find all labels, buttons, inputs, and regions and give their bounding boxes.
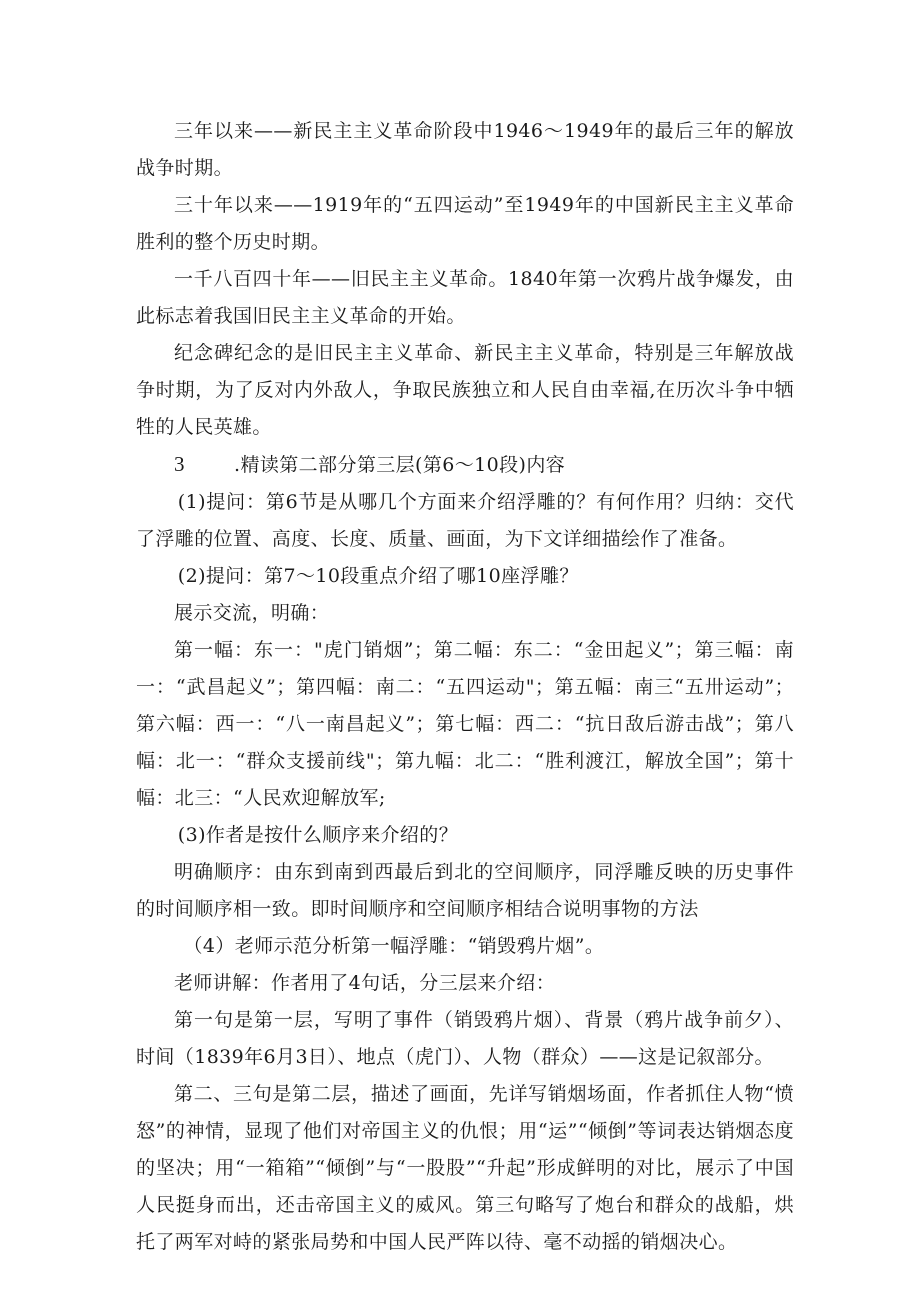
paragraph-thirty-years: 三十年以来——1919年的“五四运动”至1949年的中国新民主主义革命胜利的整个历史时期。 xyxy=(136,194,794,253)
question-3: (3)作者是按什么顺序来介绍的？ xyxy=(177,824,459,846)
section-3-heading xyxy=(136,446,794,484)
layer-1-text: 第一句是第一层，写明了事件（销毁鸦片烟）、背景（鸦片战争前夕）、时间（1839年6月3日）、地点（虎门）、人物（群众）——这是记叙部分。 xyxy=(136,1009,794,1068)
question-4: （4）老师示范分析第一幅浮雕：“销毁鸦片烟”。 xyxy=(183,935,605,957)
order-answer: 明确顺序：由东到南到西最后到北的空间顺序，同浮雕反映的历史事件的时间顺序相一致。即时间顺序和空间顺序相结合说明事物的方法 xyxy=(136,861,794,920)
document-body xyxy=(136,113,794,1261)
layer-2-text: 第二、三句是第二层，描述了画面，先详写销烟场面，作者抓住人物“愤怒”的神情，显现了他们对帝国主义的仇恨；用“运”“倾倒”等词表达销烟态度的坚决；用“一箱箱”“倾倒”与“一股股”“升起”形成鲜明的对比，展示了中国人民挺身而出，还击帝国主义的威风。第三句略写了炮台和群众的战船，烘托了两军对峙的紧张局势和中国人民严阵以待、毫不动摇的销烟决心。 xyxy=(136,1083,794,1253)
section-3-number: 3 xyxy=(174,452,185,476)
question-1: (1)提问：第6节是从哪几个方面来介绍浮雕的？有何作用？归纳：交代了浮雕的位置、高度、长度、质量、画面，为下文详细描绘作了准备。 xyxy=(136,491,794,550)
relief-list: 第一幅：东一："虎门销烟”；第二幅：东二：“金田起义”；第三幅：南一：“武昌起义”；第四幅：南二：“五四运动"；第五幅：南三“五卅运动”；第六幅：西一：“八一南昌起义”；第七幅：西二：“抗日敌后游击战”；第八幅：北一：“群众支援前线"；第九幅：北二：“胜利渡江，解放全国”；第十幅：北三：“人民欢迎解放军; xyxy=(136,639,794,809)
paragraph-three-years: 三年以来——新民主主义革命阶段中1946～1949年的最后三年的解放战争时期。 xyxy=(136,120,794,179)
teacher-explain: 老师讲解：作者用了4句话，分三层来介绍： xyxy=(174,972,556,994)
paragraph-monument-meaning: 纪念碑纪念的是旧民主主义革命、新民主主义革命，特别是三年解放战争时期，为了反对内外敌人，争取民族独立和人民自由幸福,在历次斗争中牺牲的人民英雄。 xyxy=(136,342,794,438)
section-3-title: .精读第二部分第三层(第6～10段)内容 xyxy=(234,454,566,476)
paragraph-1840: 一千八百四十年——旧民主主义革命。1840年第一次鸦片战争爆发，由此标志着我国旧民主主义革命的开始。 xyxy=(136,268,794,327)
show-exchange: 展示交流，明确： xyxy=(174,602,330,624)
question-2: (2)提问：第7～10段重点介绍了哪10座浮雕？ xyxy=(177,565,579,587)
